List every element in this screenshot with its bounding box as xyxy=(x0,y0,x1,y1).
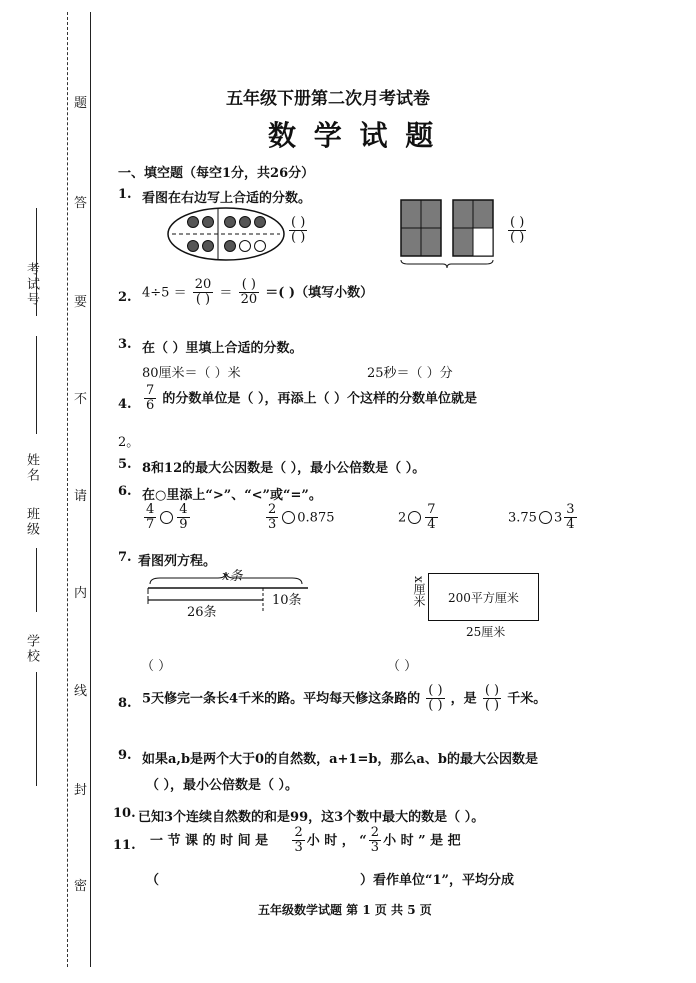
seal-char: 内 xyxy=(74,580,87,603)
section-heading: 一、填空题（每空1分，共26分） xyxy=(118,166,315,181)
field-class: 班级 xyxy=(24,507,39,537)
binding-dashed-line xyxy=(67,12,68,967)
question-text: 看图在右边写上合适的分数。 xyxy=(142,191,312,206)
segment-label-top: x条 xyxy=(222,569,243,584)
q6-compare-4[interactable]: 3.75 3 $\frac{3}{4}$ xyxy=(508,502,575,533)
question-text: 看图列方程。 xyxy=(138,554,217,569)
q11-part-2: 小 时 ， “ xyxy=(306,833,367,849)
question-text-continued[interactable]: （ ），最小公倍数是（ ）。 xyxy=(146,778,299,793)
q7-answer-2[interactable]: （ ） xyxy=(387,659,418,674)
q11-part-3: 小 时 ” 是 把 xyxy=(383,833,461,849)
question-text[interactable]: 已知3个连续自然数的和是99，这3个数中最大的数是（ ）。 xyxy=(138,810,485,825)
rect-label-inside: 200平方厘米 xyxy=(448,591,519,605)
q11-line-2: ）看作单位“1”，平均分成 xyxy=(360,873,515,888)
seal-char: 封 xyxy=(74,777,87,800)
question-number: 4. xyxy=(118,397,132,412)
question-number: 1. xyxy=(118,187,132,202)
question-number: 11. xyxy=(113,838,136,853)
q4-fraction: $\frac{7}{6}$ xyxy=(146,383,155,414)
segment-label-right: 10条 xyxy=(272,593,302,608)
q8-answer-fraction-1[interactable]: $\frac{( )}{( )}$ xyxy=(428,683,443,714)
question-text[interactable]: 8和12的最大公因数是（ ），最小公倍数是（ ）。 xyxy=(142,461,426,476)
question-number: 5. xyxy=(118,457,132,472)
compare-circle[interactable] xyxy=(282,511,295,524)
q3-part-a[interactable]: 80厘米＝（ ）米 xyxy=(142,366,241,381)
q2-suffix[interactable]: ＝( )（填写小数） xyxy=(265,285,374,301)
q2-fraction-2[interactable]: $\frac{( )}{20}$ xyxy=(240,277,258,308)
question-number: 8. xyxy=(118,696,132,711)
question-text: 如果a,b是两个大于0的自然数，a+1=b，那么a、b的最大公因数是 xyxy=(142,752,538,767)
question-line xyxy=(142,278,373,308)
q11-part-1: 一 节 课 的 时 间 是 xyxy=(150,833,269,849)
question-text: 在○里添上“>”、“<”或“=”。 xyxy=(142,488,322,503)
rect-label-bottom: 25厘米 xyxy=(466,625,506,639)
q7-answer-1[interactable]: （ ） xyxy=(141,659,172,674)
q8-text: 5天修完一条长4千米的路。平均每天修这条路的 xyxy=(142,691,421,707)
segment-label-left: 26条 xyxy=(187,605,217,620)
field-class-line[interactable] xyxy=(36,548,37,612)
q4-continuation: 2。 xyxy=(118,435,140,450)
seal-char: 密 xyxy=(74,873,87,896)
field-school-line[interactable] xyxy=(36,672,37,786)
q2-fraction-1[interactable]: $\frac{20}{( )}$ xyxy=(194,277,212,308)
seal-char: 不 xyxy=(74,386,87,409)
binding-solid-line xyxy=(90,12,91,967)
question-line xyxy=(142,384,477,414)
q6-compare-2[interactable]: $\frac{2}{3}$ 0.875 xyxy=(268,502,335,533)
question-line xyxy=(150,826,461,856)
compare-circle[interactable] xyxy=(408,511,421,524)
field-exam-number-line[interactable] xyxy=(36,208,37,316)
q11-blank-open[interactable]: （ xyxy=(146,873,160,888)
seal-char: 请 xyxy=(74,483,87,506)
q6-compare-3[interactable]: 2 $\frac{7}{4}$ xyxy=(398,502,436,533)
q8-mid: ，是 xyxy=(450,691,477,707)
question-number: 3. xyxy=(118,337,132,352)
question-line xyxy=(142,684,546,714)
q6-compare-1[interactable]: $\frac{4}{7}$ $\frac{4}{9}$ xyxy=(146,502,188,533)
seal-char: 要 xyxy=(74,289,87,312)
answer-fraction[interactable]: $\frac{( )}{( )}$ xyxy=(510,215,525,246)
page-footer: 五年级数学试题 第 1 页 共 5 页 xyxy=(258,903,432,917)
answer-fraction[interactable]: $\frac{( )}{( )}$ xyxy=(291,215,306,246)
squares-figure xyxy=(398,198,498,270)
q8-end: 千米。 xyxy=(507,691,547,707)
rect-label-side: x厘米 xyxy=(412,576,426,607)
q8-answer-fraction-2[interactable]: $\frac{( )}{( )}$ xyxy=(484,683,500,714)
q11-fraction: $\frac{2}{3}$ xyxy=(294,825,303,856)
field-name-line[interactable] xyxy=(36,336,37,434)
seal-char: 题 xyxy=(74,90,87,113)
question-number: 6. xyxy=(118,484,132,499)
question-number: 10. xyxy=(113,806,136,821)
field-school: 学校 xyxy=(24,634,39,664)
question-number: 7. xyxy=(118,550,132,565)
q2-prefix: 4÷5 ＝ xyxy=(142,285,187,301)
seal-char: 线 xyxy=(74,678,87,701)
question-number: 2. xyxy=(118,290,132,305)
compare-circle[interactable] xyxy=(539,511,552,524)
question-number: 9. xyxy=(118,748,132,763)
seal-char: 答 xyxy=(74,190,87,213)
compare-circle[interactable] xyxy=(160,511,173,524)
q11-fraction: $\frac{2}{3}$ xyxy=(370,825,380,856)
field-name: 姓名 xyxy=(24,453,39,483)
q2-equals: ＝ xyxy=(219,285,233,301)
field-exam-number: 考试号 xyxy=(24,262,39,307)
q3-part-b[interactable]: 25秒＝（ ）分 xyxy=(367,366,453,381)
page-title: 数 学 试 题 xyxy=(268,119,438,152)
question-text: 在（ ）里填上合适的分数。 xyxy=(142,341,303,356)
oval-dots-figure xyxy=(166,206,286,262)
q4-text[interactable]: 的分数单位是（ ），再添上（ ）个这样的分数单位就是 xyxy=(162,391,477,407)
page-subtitle: 五年级下册第二次月考试卷 xyxy=(226,89,430,109)
